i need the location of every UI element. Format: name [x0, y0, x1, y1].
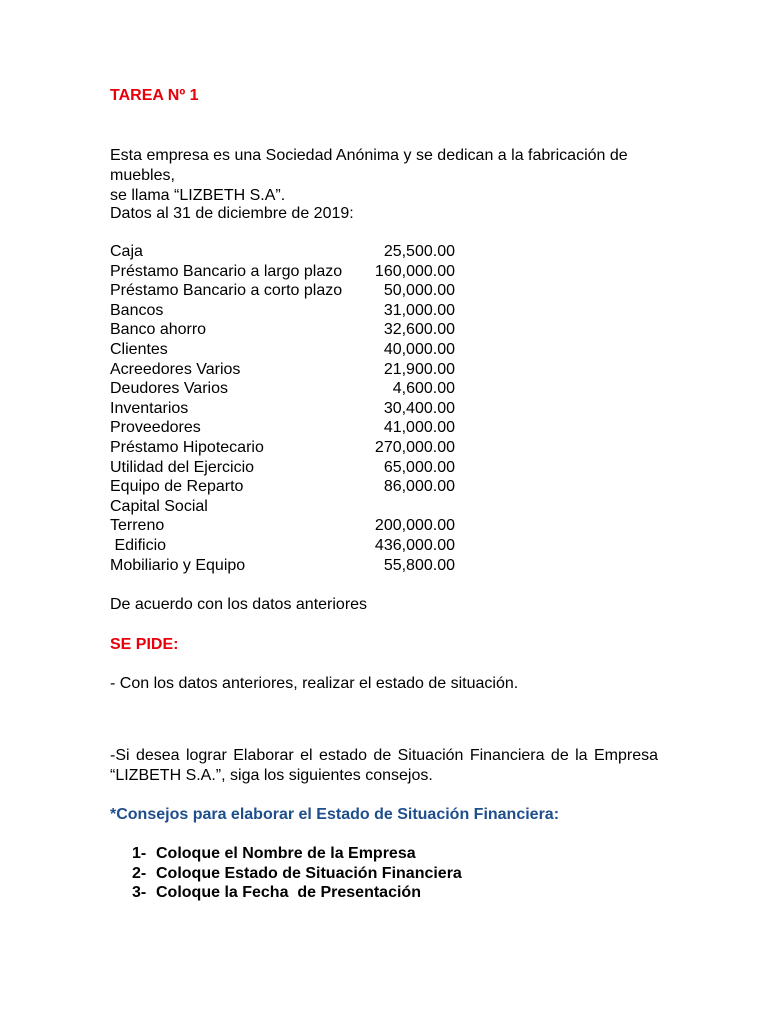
datos-heading: Datos al 31 de diciembre de 2019: — [110, 205, 354, 222]
ledger-amount: 4,600.00 — [392, 380, 455, 398]
step-text: Coloque la Fecha de Presentación — [156, 884, 421, 901]
ledger-account-name: Préstamo Bancario a largo plazo — [110, 262, 343, 280]
ledger-amount: 31,000.00 — [383, 301, 455, 319]
ledger-row — [110, 497, 455, 517]
ledger-amount: 40,000.00 — [383, 340, 455, 358]
ledger-account-name: Inventarios — [110, 399, 189, 417]
ledger-amount: 41,000.00 — [383, 419, 455, 437]
ledger-amount: 25,500.00 — [383, 243, 455, 260]
ledger-account-name: Equipo de Reparto — [110, 478, 244, 496]
ledger-row — [110, 536, 455, 556]
ledger-row — [110, 477, 455, 497]
ledger-row — [110, 320, 455, 340]
step-number: 3- — [132, 884, 147, 901]
ledger-amount: 65,000.00 — [383, 458, 455, 476]
steps-list — [132, 844, 462, 903]
intro-line: Esta empresa es una Sociedad Anónima y se dedican a la fabricación de muebles, — [110, 147, 628, 184]
ledger-amount: 30,400.00 — [383, 399, 455, 417]
ledger-account-name: Terreno — [110, 517, 165, 535]
ledger-amount: 55,800.00 — [383, 556, 455, 574]
document-page — [110, 0, 660, 1024]
ledger-row — [110, 516, 455, 536]
ledger-account-name: Préstamo Bancario a corto plazo — [110, 282, 343, 300]
consejos-heading: *Consejos para elaborar el Estado de Situación Financiera: — [110, 806, 560, 823]
advice-line: “LIZBETH S.A.”, siga los siguientes consejos. — [110, 767, 433, 784]
ledger-account-name: Clientes — [110, 340, 168, 358]
ledger-amount: 160,000.00 — [374, 262, 455, 280]
step-item — [132, 844, 462, 864]
ledger-row — [110, 458, 455, 478]
ledger-account-name: Edificio — [110, 536, 167, 554]
ledger-row — [110, 360, 455, 380]
step-number: 1- — [132, 845, 147, 862]
ledger-row — [110, 281, 455, 301]
ledger-row — [110, 262, 455, 282]
ledger-account-name: Proveedores — [110, 419, 201, 437]
ledger-account-name: Banco ahorro — [110, 321, 207, 339]
ledger-amount: 50,000.00 — [383, 282, 455, 300]
ledger-list — [110, 242, 455, 575]
advice-line: -Si desea lograr Elaborar el estado de Situación Financiera de la Empresa — [110, 747, 658, 764]
intro-line: se llama “LIZBETH S.A”. — [110, 187, 286, 204]
ledger-amount: 270,000.00 — [374, 438, 455, 456]
ledger-row — [110, 379, 455, 399]
ledger-account-name: Bancos — [110, 301, 164, 319]
ledger-account-name: Deudores Varios — [110, 380, 228, 398]
ledger-row — [110, 556, 455, 576]
ledger-account-name: Préstamo Hipotecario — [110, 438, 264, 456]
ledger-row — [110, 418, 455, 438]
ledger-amount: 32,600.00 — [383, 321, 455, 339]
ledger-amount: 436,000.00 — [374, 536, 455, 554]
intro-paragraph — [110, 146, 660, 206]
ledger-account-name: Utilidad del Ejercicio — [110, 458, 255, 476]
ledger-amount: 86,000.00 — [383, 478, 455, 496]
step-text: Coloque Estado de Situación Financiera — [156, 864, 462, 882]
step-item — [132, 883, 462, 903]
conclusion-text: De acuerdo con los datos anteriores — [110, 596, 368, 613]
se-pide-heading: SE PIDE: — [110, 636, 179, 653]
ledger-row — [110, 438, 455, 458]
ledger-row — [110, 301, 455, 321]
ledger-amount: 200,000.00 — [374, 517, 455, 535]
step-text: Coloque el Nombre de la Empresa — [156, 845, 416, 862]
task-text: - Con los datos anteriores, realizar el estado de situación. — [110, 675, 519, 692]
ledger-amount: 21,900.00 — [383, 360, 455, 378]
advice-paragraph — [110, 746, 658, 786]
ledger-account-name: Mobiliario y Equipo — [110, 556, 246, 574]
ledger-row — [110, 340, 455, 360]
ledger-row — [110, 242, 455, 262]
step-item — [132, 864, 462, 884]
ledger-account-name: Capital Social — [110, 497, 208, 515]
ledger-account-name: Acreedores Varios — [110, 360, 241, 378]
document-title: TAREA Nº 1 — [110, 87, 199, 104]
step-number: 2- — [132, 864, 147, 882]
ledger-row — [110, 399, 455, 419]
ledger-account-name: Caja — [110, 243, 143, 260]
